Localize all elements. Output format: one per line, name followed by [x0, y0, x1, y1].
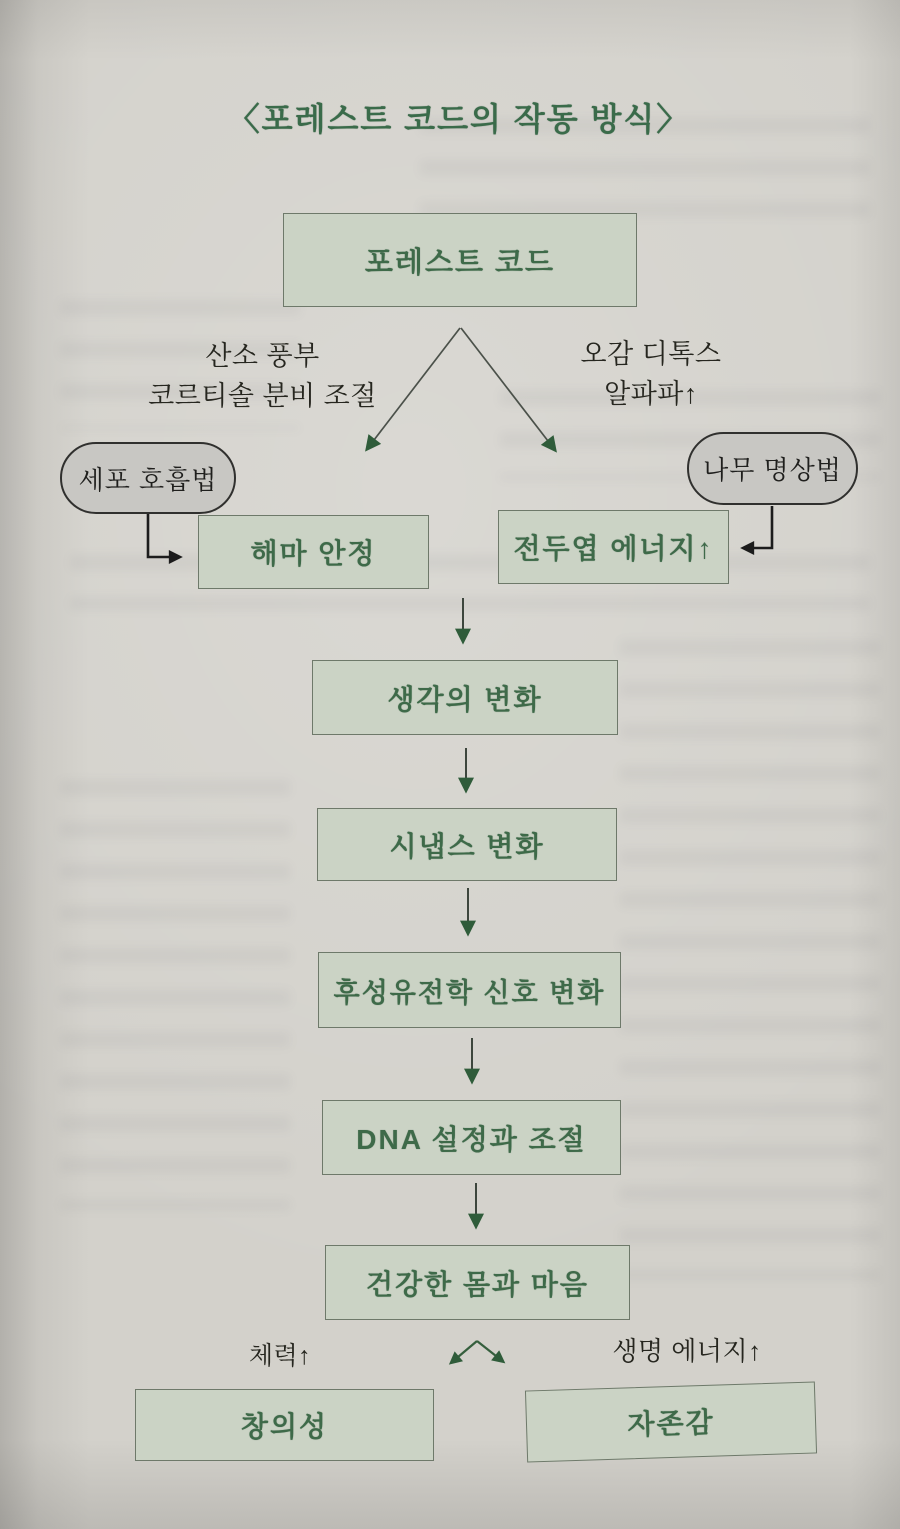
bottom-fork-arrow-right [477, 1341, 496, 1356]
node-epigenetic-signal-change: 후성유전학 신호 변화 [318, 952, 621, 1028]
node-forest-code: 포레스트 코드 [283, 213, 637, 307]
edge-label-left-line2: 코르티솔 분비 조절 [148, 381, 377, 411]
bleed-through-texture [60, 780, 290, 1210]
top-fork-arrow-right [461, 328, 548, 441]
edge-label-left-branch [130, 336, 395, 416]
node-creativity: 창의성 [135, 1389, 434, 1461]
edge-label-right-line1: 오감 디톡스 [580, 339, 722, 369]
node-thought-change: 생각의 변화 [312, 660, 618, 735]
bleed-through-texture [620, 640, 880, 1280]
bleed-through-texture [70, 555, 870, 610]
edge-label-right-line2: 알파파↑ [604, 379, 698, 409]
left-elbow-arrow [148, 513, 170, 557]
diagram-title: 〈포레스트 코드의 작동 방식〉 [227, 101, 691, 137]
edge-label-left-line1: 산소 풍부 [205, 341, 320, 371]
node-dna-setting-control: DNA 설정과 조절 [322, 1100, 621, 1175]
bottom-fork-arrow-left [458, 1341, 477, 1357]
node-synapse-change: 시냅스 변화 [317, 808, 617, 881]
pill-tree-meditation: 나무 명상법 [687, 432, 858, 505]
node-self-esteem: 자존감 [525, 1381, 817, 1462]
edge-label-right-branch [545, 334, 757, 414]
node-frontal-lobe-energy: 전두엽 에너지↑ [498, 510, 729, 584]
right-elbow-arrow [753, 506, 772, 548]
edge-label-stamina: 체력↑ [248, 1342, 312, 1370]
node-hippocampus-stability: 해마 안정 [198, 515, 429, 589]
edge-label-life-energy: 생명 에너지↑ [612, 1336, 762, 1366]
node-healthy-body-mind: 건강한 몸과 마음 [325, 1245, 630, 1320]
pill-cell-breathing: 세포 호흡법 [60, 442, 236, 514]
